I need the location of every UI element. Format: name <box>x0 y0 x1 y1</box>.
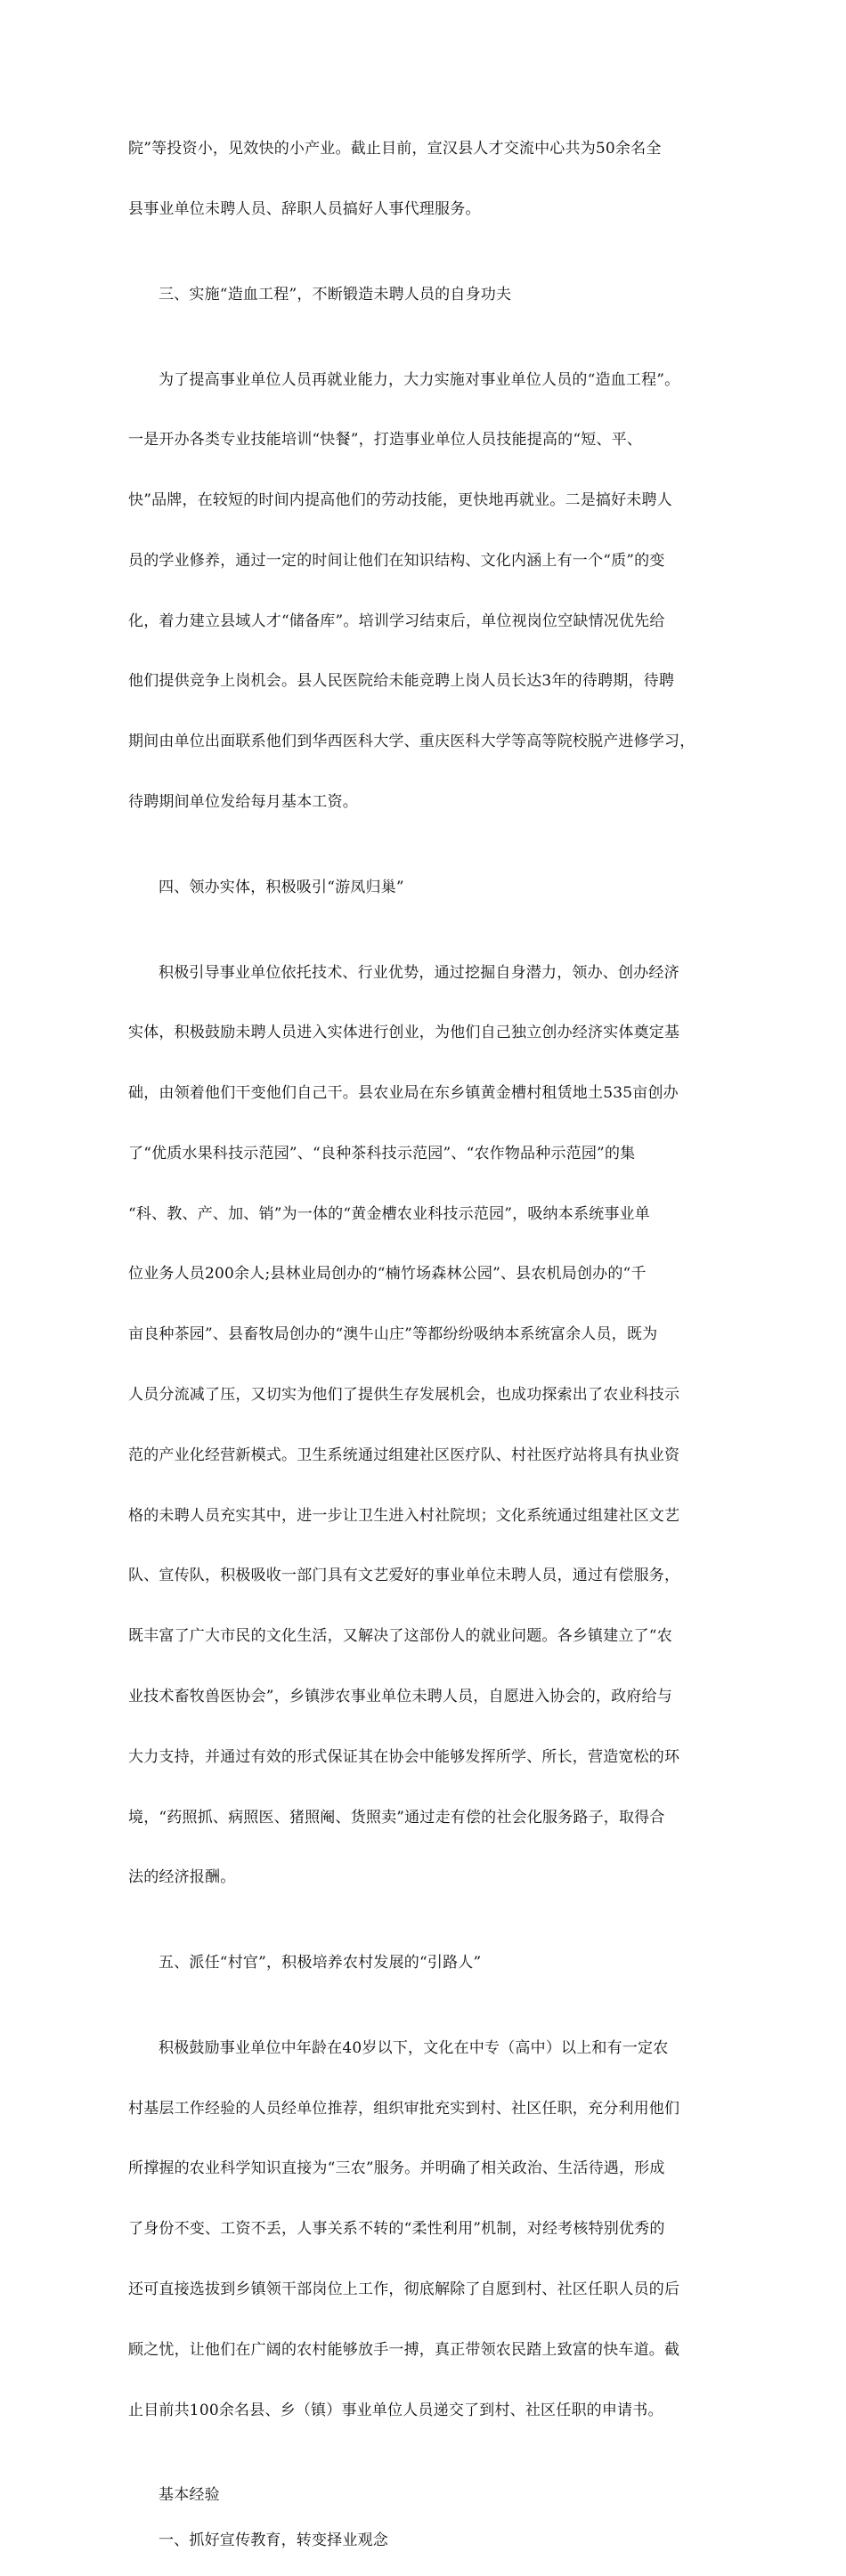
text-line: “科、教、产、加、销”为一体的“黄金槽农业科技示范园”，吸纳本系统事业单 <box>128 1204 650 1223</box>
text-line: 法的经济报酬。 <box>128 1868 236 1887</box>
text-line: 既丰富了广大市民的文化生活，又解决了这部份人的就业问题。各乡镇建立了“农 <box>128 1627 672 1646</box>
text-line: 待聘期间单位发给每月基本工资。 <box>128 793 358 811</box>
text-line: 础，由领着他们干变他们自己干。县农业局在东乡镇黄金槽村租赁地土535亩创办 <box>128 1084 679 1103</box>
text-line: 县事业单位未聘人员、辞职人员搞好人事代理服务。 <box>128 199 481 218</box>
text-line: 大力支持，并通过有效的形式保证其在协会中能够发挥所学、所长，营造宽松的环 <box>128 1747 680 1766</box>
text-line: 积极鼓励事业单位中年龄在40岁以下，文化在中专（高中）以上和有一定农 <box>159 2038 669 2057</box>
heading-basic-experience: 基本经验 <box>159 2486 220 2505</box>
text-line: 员的学业修养，通过一定的时间让他们在知识结构、文化内涵上有一个“质”的变 <box>128 551 665 570</box>
text-line: 位业务人员200余人;县林业局创办的“楠竹场森林公园”、县农机局创办的“千 <box>128 1265 647 1284</box>
text-line: 止目前共100余名县、乡（镇）事业单位人员递交了到村、社区任职的申请书。 <box>128 2401 663 2419</box>
paragraph-section-5 <box>128 1998 734 2461</box>
text-line: 了身份不变、工资不丢，人事关系不转的“柔性利用”机制，对经考核特别优秀的 <box>128 2220 665 2239</box>
text-line: 业技术畜牧兽医协会”，乡镇涉农事业单位未聘人员，自愿进入协会的，政府给与 <box>128 1687 672 1705</box>
text-line: 一是开办各类专业技能培训“快餐”，打造事业单位人员技能提高的“短、平、 <box>128 431 643 450</box>
heading-experience-1: 一、抓好宣传教育，转变择业观念 <box>159 2531 388 2549</box>
section-heading-4: 四、领办实体，积极吸引“游凤归巢” <box>159 878 404 896</box>
text-line: 积极引导事业单位依托技术、行业优势，通过挖掘自身潜力，领办、创办经济 <box>159 963 679 982</box>
paragraph-section-3 <box>128 329 734 852</box>
text-line: 化，着力建立县域人才“储备库”。培训学习结束后，单位视岗位空缺情况优先给 <box>128 612 665 630</box>
text-line: 还可直接选拔到乡镇领干部岗位上工作，彻底解除了自愿到村、社区任职人员的后 <box>128 2280 680 2298</box>
text-line: 所撑握的农业科学知识直接为“三农”服务。并明确了相关政治、生活待遇，形成 <box>128 2159 665 2178</box>
text-line: 村基层工作经验的人员经单位推荐，组织审批充实到村、社区任职，充分利用他们 <box>128 2099 680 2118</box>
text-line: 了“优质水果科技示范园”、“良种茶科技示范园”、“农作物品种示范园”的集 <box>128 1144 636 1162</box>
text-line: 他们提供竞争上岗机会。县人民医院给未能竞聘上岗人员长达3年的待聘期，待聘 <box>128 672 675 691</box>
paragraph-section-4 <box>128 922 734 1928</box>
document-page <box>128 99 734 2576</box>
paragraph-continued <box>128 99 734 260</box>
text-line: 实体，积极鼓励未聘人员进入实体进行创业，为他们自己独立创办经济实体奠定基 <box>128 1024 680 1042</box>
text-line: 队、宣传队，积极吸收一部门具有文艺爱好的事业单位未聘人员，通过有偿服务， <box>128 1567 680 1585</box>
text-line: 为了提高事业单位人员再就业能力，大力实施对事业单位人员的“造血工程”。 <box>159 370 680 389</box>
text-line: 顾之忧，让他们在广阔的农村能够放手一搏，真正带领农民踏上致富的快车道。截 <box>128 2340 680 2359</box>
text-line: 人员分流减了压，又切实为他们了提供生存发展机会，也成功探索出了农业科技示 <box>128 1386 680 1405</box>
text-line: 格的未聘人员充实其中，进一步让卫生进入村社院坝；文化系统通过组建社区文艺 <box>128 1506 680 1525</box>
section-heading-5: 五、派任“村官”，积极培养农村发展的“引路人” <box>159 1954 482 1973</box>
text-line: 快”品牌，在较短的时间内提高他们的劳动技能，更快地再就业。二是搞好未聘人 <box>128 491 672 510</box>
text-line: 境，“药照抓、病照医、猪照阉、货照卖”通过走有偿的社会化服务路子，取得合 <box>128 1808 665 1827</box>
text-line: 亩良种茶园”、县畜牧局创办的“澳牛山庄”等都纷纷吸纳本系统富余人员，既为 <box>128 1325 658 1344</box>
text-line: 范的产业化经营新模式。卫生系统通过组建社区医疗队、村社医疗站将具有执业资 <box>128 1446 680 1464</box>
text-line: 期间由单位出面联系他们到华西医科大学、重庆医科大学等高等院校脱产进修学习， <box>128 733 696 751</box>
section-heading-3: 三、实施“造血工程”，不断锻造未聘人员的自身功夫 <box>159 285 512 304</box>
text-line: 院”等投资小，见效快的小产业。截止目前，宣汉县人才交流中心共为50余名全 <box>128 140 662 158</box>
